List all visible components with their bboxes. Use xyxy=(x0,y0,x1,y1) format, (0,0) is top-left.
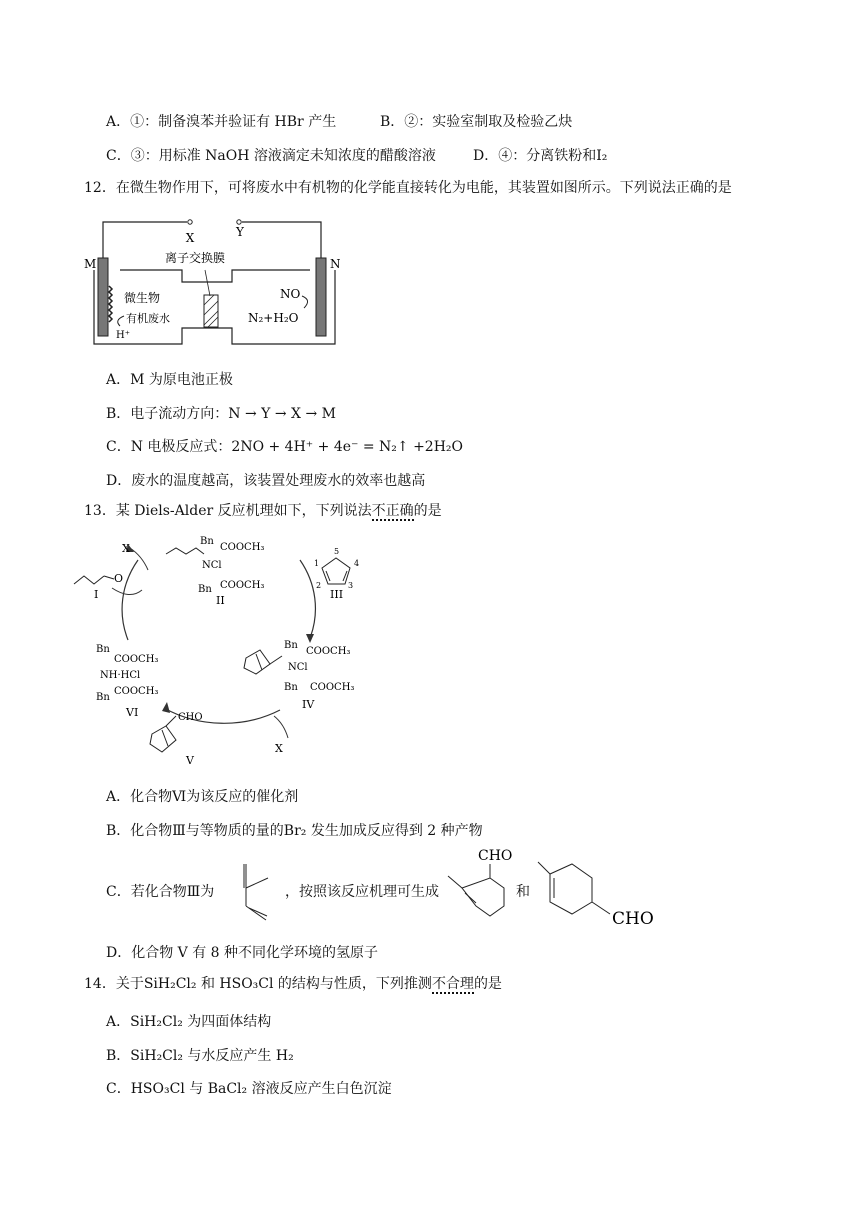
products-label: N₂+H₂O xyxy=(248,311,299,325)
q14-option-b: B．SiH₂Cl₂ 与水反应产生 H₂ xyxy=(106,1048,294,1064)
q14-stem-emphasis: 不合理 xyxy=(431,976,474,992)
iv-n: NCl xyxy=(288,662,308,673)
microbe-label: 微生物 xyxy=(124,291,161,305)
q12-option-d: D．废水的温度越高，该装置处理废水的效率也越高 xyxy=(106,473,426,489)
iv-bn2: Bn xyxy=(284,682,298,693)
q14-stem-post: 的是 xyxy=(473,976,502,992)
q11-option-a: A．①：制备溴苯并验证有 HBr 产生 xyxy=(106,114,337,130)
q13-option-d: D．化合物 V 有 8 种不同化学环境的氢原子 xyxy=(106,945,379,961)
q13-stem xyxy=(84,501,442,521)
x-label-bottom: X xyxy=(275,742,283,755)
product-2-cho: CHO xyxy=(612,909,654,929)
n3: 3 xyxy=(348,581,354,590)
iv-cooch3-2: COOCH₃ xyxy=(310,682,355,693)
isoprene-structure xyxy=(238,856,278,926)
hplus-label: H⁺ xyxy=(116,330,130,341)
q14-stem-pre: 14．关于SiH₂Cl₂ 和 HSO₃Cl 的结构与性质，下列推测 xyxy=(84,976,432,992)
compound-v: V xyxy=(186,754,194,767)
no-label: NO xyxy=(280,287,301,301)
product-2-structure xyxy=(530,858,660,938)
iv-bn1: Bn xyxy=(284,640,298,651)
vi-nh: NH·HCl xyxy=(100,670,141,681)
q13-mechanism-diagram xyxy=(70,530,400,785)
ii-cooch3-2: COOCH₃ xyxy=(220,580,265,591)
q12-option-b: B．电子流动方向：N → Y → X → M xyxy=(106,406,336,422)
label-n: N xyxy=(330,257,341,271)
q13-stem-post: 的是 xyxy=(413,503,442,519)
n1: 1 xyxy=(314,559,320,568)
n5: 5 xyxy=(334,547,340,556)
compound-ii: II xyxy=(216,594,225,607)
label-x: X xyxy=(185,231,195,245)
product-1-cho: CHO xyxy=(478,848,513,864)
q12-option-c: C．N 电极反应式：2NO + 4H⁺ + 4e⁻ = N₂↑ +2H₂O xyxy=(106,439,464,455)
n4: 4 xyxy=(354,559,360,568)
ii-n: NCl xyxy=(202,560,222,571)
vi-bn1: Bn xyxy=(96,644,110,655)
ii-bn2: Bn xyxy=(198,584,212,595)
q13-option-c-mid: ，按照该反应机理可生成 xyxy=(285,884,439,900)
vi-cooch3-2: COOCH₃ xyxy=(114,686,159,697)
q13-option-b: B．化合物Ⅲ与等物质的量的Br₂ 发生加成反应得到 2 种产物 xyxy=(106,823,483,839)
q14-stem xyxy=(84,974,502,994)
compound-i: I xyxy=(94,588,99,601)
q14-option-a: A．SiH₂Cl₂ 为四面体结构 xyxy=(106,1014,272,1030)
label-m: M xyxy=(84,257,97,271)
q13-option-c-pre: C．若化合物Ⅲ为 xyxy=(106,884,215,900)
iv-cooch3-1: COOCH₃ xyxy=(306,646,351,657)
product-1-structure xyxy=(442,846,522,931)
compound-iv: IV xyxy=(302,698,315,711)
q11-option-d: D．④：分离铁粉和I₂ xyxy=(473,148,608,164)
q13-stem-pre: 13．某 Diels-Alder 反应机理如下，下列说法 xyxy=(84,503,372,519)
ii-bn1: Bn xyxy=(200,536,214,547)
ii-cooch3-1: COOCH₃ xyxy=(220,542,265,553)
q14-option-c: C．HSO₃Cl 与 BaCl₂ 溶液反应产生白色沉淀 xyxy=(106,1081,392,1097)
vi-bn2: Bn xyxy=(96,692,110,703)
vi-cooch3-1: COOCH₃ xyxy=(114,654,159,665)
q11-option-c: C．③：用标准 NaOH 溶液滴定未知浓度的醋酸溶液 xyxy=(106,148,436,164)
q13-option-c-and: 和 xyxy=(516,884,530,900)
n2: 2 xyxy=(316,581,322,590)
label-y: Y xyxy=(236,225,244,239)
q12-stem: 12．在微生物作用下，可将废水中有机物的化学能直接转化为电能，其装置如图所示。下列说法正确的是 xyxy=(84,180,732,196)
carbonyl-o: O xyxy=(114,572,124,585)
waste-label: 有机废水 xyxy=(126,312,170,325)
x-label-top: X xyxy=(122,542,130,555)
compound-iii: III xyxy=(330,588,344,601)
q13-stem-emphasis: 不正确 xyxy=(371,503,414,519)
membrane-label: 离子交换膜 xyxy=(164,251,226,265)
q12-option-a: A．M 为原电池正极 xyxy=(106,372,233,388)
compound-vi: VI xyxy=(126,706,139,719)
q12-cell-diagram xyxy=(80,210,350,350)
v-cho: CHO xyxy=(178,712,203,723)
q13-option-a: A．化合物Ⅵ为该反应的催化剂 xyxy=(106,789,299,805)
q11-option-b: B．②：实验室制取及检验乙炔 xyxy=(380,114,573,130)
